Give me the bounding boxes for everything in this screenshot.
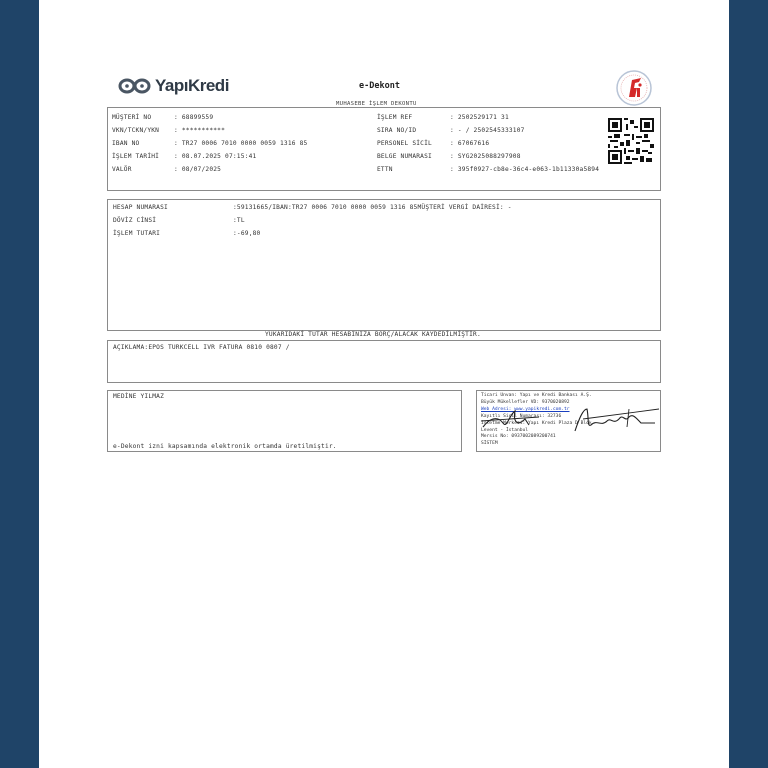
info-row: İŞLEM TARİHİ : 08.07.2025 07:15:41 — [112, 153, 257, 160]
debit-credit-notice: YUKARIDAKİ TUTAR HESABINIZA BORÇ/ALACAK KAYDEDİLMİŞTİR. — [265, 331, 481, 338]
e-dekont-notice: e-Dekont izni kapsamında elektronik ortamda üretilmiştir. — [113, 443, 337, 450]
document-subtitle: MUHASEBE İŞLEM DEKONTU — [336, 101, 417, 107]
info-left — [112, 114, 307, 174]
customer-name: MEDİNE YILMAZ — [113, 393, 165, 400]
info-row: IBAN NO : TR27 0006 7010 0000 0059 1316 85 — [112, 140, 308, 147]
detail-row: HESAP NUMARASI :59131665/IBAN:TR27 0006 7010 0000 0059 1316 85MÜŞTERİ VERGİ DAİRESİ: - — [113, 204, 512, 211]
info-row: VALÖR : 08/07/2025 — [112, 166, 222, 173]
description-text: AÇIKLAMA:EPOS TURKCELL IVR FATURA 0810 0807 / — [113, 344, 290, 351]
info-row: ETTN : 395f0927-cb8e-36c4-e063-1b11330a5894 — [377, 166, 600, 173]
detail-row: DÖVİZ CİNSİ :TL — [113, 217, 245, 224]
signature-icon — [479, 405, 659, 435]
yapikredi-logo — [118, 76, 229, 96]
gib-seal-icon — [615, 69, 653, 107]
account-details-box — [107, 199, 661, 331]
info-row: SIRA NO/ID : - / 2502545333107 — [377, 127, 525, 134]
logo-text: YapıKredi — [155, 76, 229, 95]
info-row: VKN/TCKN/YKN : *********** — [112, 127, 226, 134]
info-row: MÜŞTERİ NO : 68899559 — [112, 114, 214, 121]
details-list — [113, 204, 512, 238]
detail-row: İŞLEM TUTARI :-69,80 — [113, 230, 261, 237]
yapikredi-emblem-icon — [118, 78, 152, 94]
document-title: e-Dekont — [359, 81, 400, 91]
info-row: BELGE NUMARASI : SYG2025088297908 — [377, 153, 521, 160]
info-row: İŞLEM REF : 2502529171 31 — [377, 114, 509, 121]
customer-box — [107, 390, 462, 452]
bank-info-box — [476, 390, 661, 452]
qr-code-icon — [608, 118, 654, 164]
info-row: PERSONEL SİCİL : 67067616 — [377, 140, 490, 147]
transaction-info-box — [107, 107, 661, 191]
web-address-link[interactable]: Web Adresi: www.yapikredi.com.tr — [481, 406, 570, 412]
bank-info-list: Ticari Unvan: Yapı ve Kredi Bankası A.Ş. Büyük Mükellefler VD: 9370020892 Web Adresi: www.yapikredi.com.tr Kayıtlı Sicil Numarası: 32736 İşletme Merkezi: Yapı Kredi Plaza D Blok Levent - İstanbul Mersis No: 0937002089200741 SİSTEM — [481, 393, 592, 447]
info-right — [377, 114, 599, 174]
document-page — [39, 0, 729, 768]
description-box — [107, 340, 661, 383]
